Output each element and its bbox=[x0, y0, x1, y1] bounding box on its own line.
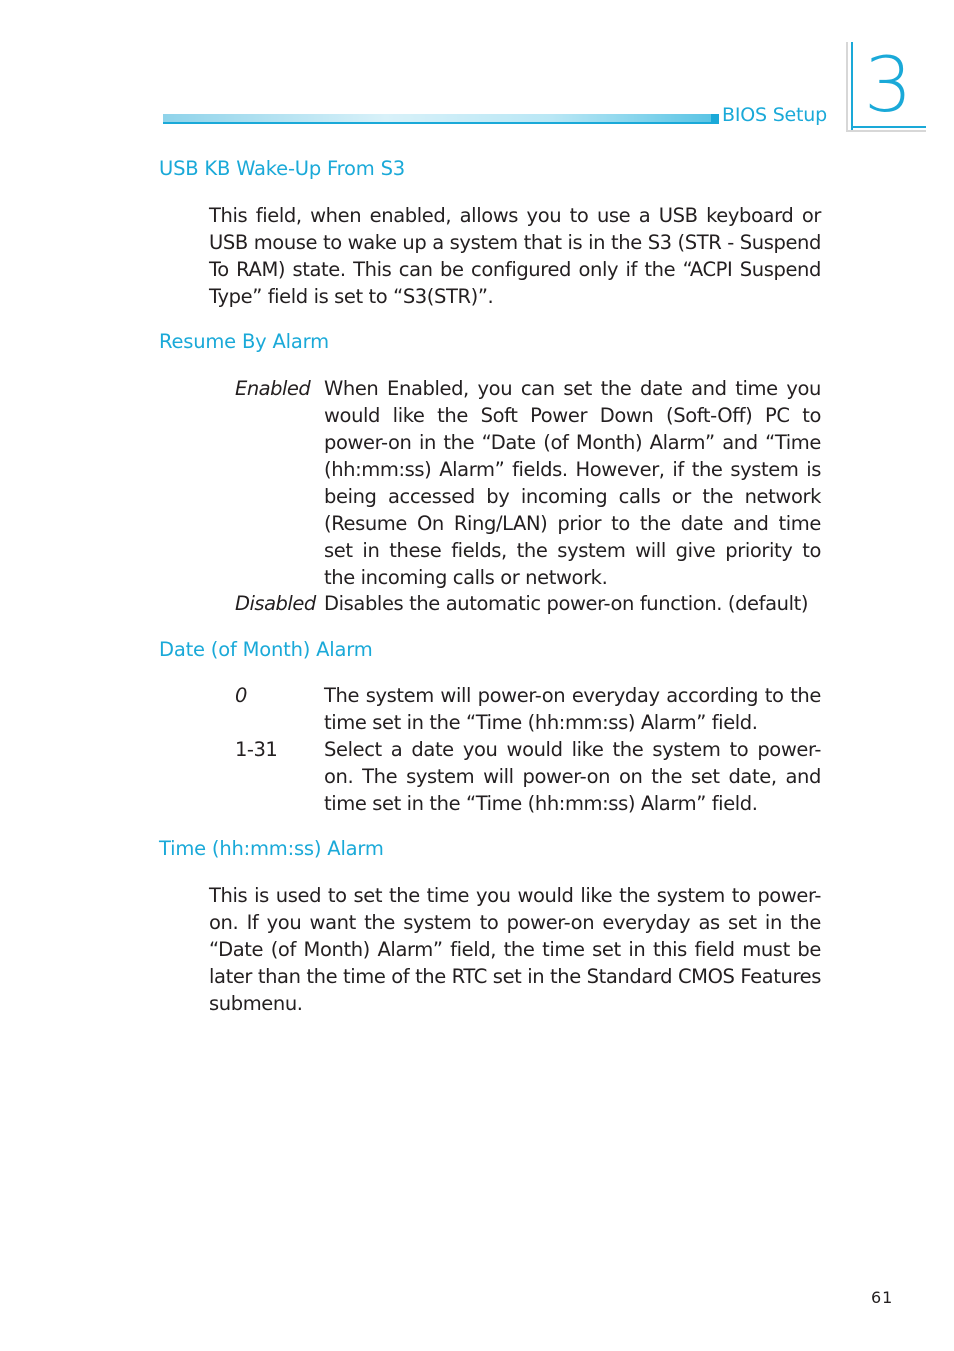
section-body-usb-kb-wakeup: This field, when enabled, allows you to use a USB keyboard or USB mouse to wake up a system that is in the S3 (STR - Suspend To RAM) state. This can be configured only if the “ACPI Suspend Type” field is set to “S3(STR)”. bbox=[209, 204, 821, 308]
option-desc-enabled: When Enabled, you can set the date and time you would like the Soft Power Down (Soft-Off) PC to power-on in the “Date (of Month) Alarm” and “Time (hh:mm:ss) Alarm” fields. However, if the system is being accessed by incoming calls or the network (Resume On Ring/LAN) prior to the date and time set in these fields, the system will give priority to the incoming calls or network. bbox=[324, 377, 821, 589]
header-marker bbox=[711, 114, 719, 124]
running-header-label: BIOS Setup bbox=[722, 104, 827, 126]
section-title-date-alarm: Date (of Month) Alarm bbox=[159, 638, 373, 661]
option-term-disabled: Disabled bbox=[235, 592, 316, 615]
page-number: 61 bbox=[871, 1288, 894, 1307]
section-title-usb-kb-wakeup: USB KB Wake-Up From S3 bbox=[159, 157, 405, 180]
option-desc-disabled: Disables the automatic power-on function. (default) bbox=[324, 592, 809, 615]
chapter-number: 3 bbox=[864, 40, 913, 129]
section-title-resume-by-alarm: Resume By Alarm bbox=[159, 330, 329, 353]
section-body-time-alarm: This is used to set the time you would like the system to power-on. If you want the system to power-on everyday as set in the “Date (of Month) Alarm” field, the time set in this field must be later than the time of the RTC set in the Standard CMOS Features submenu. bbox=[209, 884, 821, 1015]
option-term-enabled: Enabled bbox=[235, 377, 311, 400]
option-desc-1-31: Select a date you would like the system to power-on. The system will power-on on the set date, and time set in the “Time (hh:mm:ss) Alarm” field. bbox=[324, 738, 821, 815]
header-rule bbox=[163, 122, 719, 124]
section-title-time-alarm: Time (hh:mm:ss) Alarm bbox=[159, 837, 384, 860]
option-term-zero: 0 bbox=[235, 684, 247, 707]
option-term-1-31: 1-31 bbox=[235, 738, 278, 761]
option-desc-zero: The system will power-on everyday according to the time set in the “Time (hh:mm:ss) Alarm” field. bbox=[324, 684, 821, 734]
